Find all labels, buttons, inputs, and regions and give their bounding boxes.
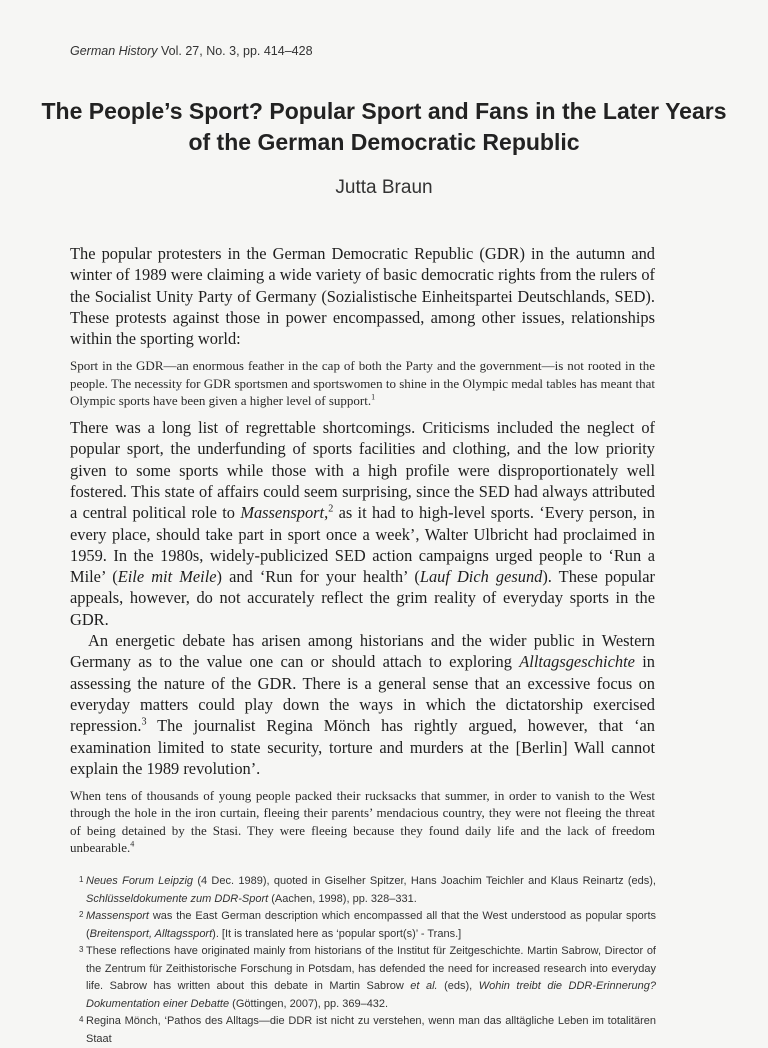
p2-text-a: There was a long list of regrettable shortcomings. Criticisms included the neglect of popular sport, the underfunding of sports facilities and clothing, and the low priority given to some sports while those with a high profile were disproportionately well fostered. This state of affairs could seem surprising, since the SED had always attributed a central political role to: [70, 418, 655, 523]
article-body: [70, 243, 655, 856]
fn1-text-d: (Aachen, 1998), pp. 328–331.: [268, 892, 417, 905]
footnote-number: 1: [79, 875, 84, 884]
p2-comma: ,: [324, 503, 329, 523]
footnote-number: 3: [79, 945, 84, 954]
fn2-text-b: was the East German description which encompassed all that the West understood as popular sports (: [86, 910, 656, 940]
article-title: The People’s Sport? Popular Sport and Fans in the Later Years of the German Democratic Republic: [41, 98, 727, 155]
paragraph-2: [70, 417, 655, 630]
footnote-ref-1[interactable]: 1: [371, 392, 376, 402]
p2-text-d: ). These popular appeals, however, do not accurately reflect the grim reality of everyday sports in the GDR.: [70, 567, 655, 629]
footnote-2: [70, 908, 656, 943]
footnote-ref-3[interactable]: 3: [141, 716, 147, 728]
fn2-text-d: ). [It is translated here as ‘popular sport(s)’ - Trans.]: [212, 927, 462, 940]
footnote-number: 2: [79, 910, 84, 919]
fn2-text-a: Massensport: [86, 910, 149, 922]
footnotes: [70, 873, 656, 1048]
p2-text-b: as it had to high-level sports. ‘Every person, in every place, should take part in sport once a week’, Walter Ulbricht had proclaimed in 1959. In the 1980s, widely-publicized SED action campaigns urged people to ‘Run a Mile’ (: [70, 503, 656, 587]
journal-name: German History: [70, 44, 158, 58]
block-quote-1: [70, 357, 655, 409]
p3-text-c: The journalist Regina Mönch has rightly argued, however, that ‘an examination limited to state security, torture and murders at the [Berlin] Wall cannot explain the 1989 revolution’.: [70, 716, 655, 778]
fn2-text-c: Breitensport, Alltagssport: [89, 927, 213, 940]
paragraph-1: The popular protesters in the German Democratic Republic (GDR) in the autumn and winter of 1989 were claiming a wide variety of basic democratic rights from the rulers of the Socialist Unity Party of Germany (Sozialistische Einheitspartei Deutschlands, SED). These protests against those in power encompassed, among other issues, relationships within the sporting world:: [70, 244, 655, 349]
footnote-ref-4[interactable]: 4: [130, 839, 135, 849]
fn3-text-a: These reflections have originated mainly from historians of the Institut für Zeitgeschichte. Martin Sabrow, Director of the Zentrum für Zeithistorische Forschung in Potsdam, has defended the need for increased research into everyday life. Sabrow has written about this debate in Martin Sabrow: [86, 945, 656, 992]
fn3-text-d: Wohin treibt die DDR-Erinnerung? Dokumentation einer Debatte: [86, 980, 656, 1010]
fn3-text-b: et al.: [410, 980, 438, 992]
block-quote-2-text: When tens of thousands of young people packed their rucksacks that summer, in order to vanish to the West through the hole in the iron curtain, fleeing their parents’ mendacious country, they were not fleeing the threat of being detained by the Stasi. They were fleeing because they found daily life and the lack of freedom unbearable.: [70, 788, 655, 855]
p2-term-lauf: Lauf Dich gesund: [419, 567, 543, 587]
fn1-text-b: (4 Dec. 1989), quoted in Giselher Spitzer, Hans Joachim Teichler and Klaus Reinartz (eds),: [193, 875, 656, 887]
footnote-4: [70, 1013, 656, 1048]
fn4-text: Regina Mönch, ‘Pathos des Alltags—die DDR ist nicht zu verstehen, wenn man das alltägliche Leben im totalitären Staat: [86, 1015, 656, 1045]
block-quote-1-text: Sport in the GDR—an enormous feather in the cap of both the Party and the government—is not rooted in the people. The necessity for GDR sportsmen and sportswomen to shine in the Olympic medal tables has meant that Olympic sports have been given a higher level of support.: [70, 358, 655, 408]
footnote-1: [70, 873, 656, 908]
p2-term-eile: Eile mit Meile: [117, 567, 217, 587]
journal-details: Vol. 27, No. 3, pp. 414–428: [161, 44, 313, 58]
fn3-text-c: (eds),: [437, 980, 479, 992]
article-author: Jutta Braun: [335, 177, 433, 198]
p2-term-massensport: Massensport: [240, 503, 325, 523]
p3-text-b: in assessing the nature of the GDR. There is a general sense that an excessive focus on everyday matters could play down the ways in which the dictatorship exercised repression.: [70, 652, 655, 736]
p3-text-a: An energetic debate has arisen among historians and the wider public in Western Germany as to the value one can or should attach to exploring: [70, 631, 655, 672]
p2-text-c: ) and ‘Run for your health’ (: [216, 567, 420, 587]
footnote-number: 4: [79, 1015, 84, 1024]
footnote-ref-2[interactable]: 2: [328, 503, 334, 515]
fn1-text-a: Neues Forum Leipzig: [86, 875, 194, 887]
p3-term-alltag: Alltagsgeschichte: [519, 652, 635, 672]
paragraph-3: [70, 630, 655, 779]
fn1-text-c: Schlüsseldokumente zum DDR-Sport: [86, 892, 269, 905]
running-head: [70, 44, 313, 58]
footnote-3: [70, 943, 656, 1013]
block-quote-2: [70, 787, 655, 856]
fn3-text-e: (Göttingen, 2007), pp. 369–432.: [229, 997, 389, 1010]
